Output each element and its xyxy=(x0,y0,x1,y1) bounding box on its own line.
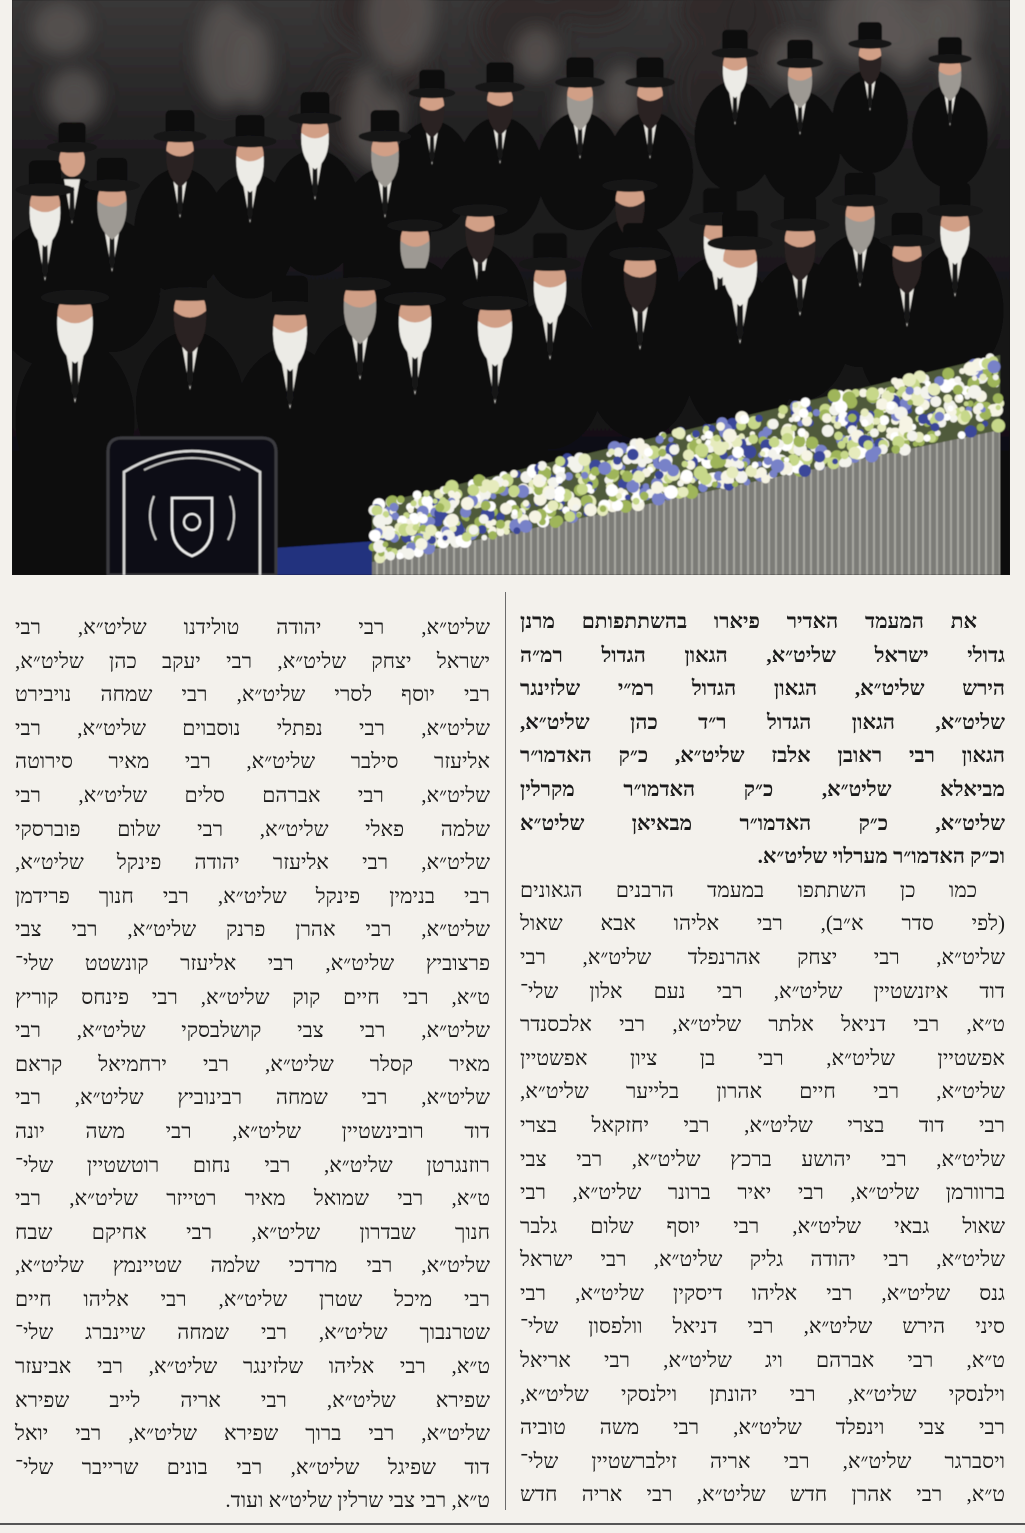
article-line: רבי צבי וינפלד שליט״א, רבי משה טוביה xyxy=(520,1415,1005,1440)
article-line: (לפי סדר א״ב), רבי אליהו אבא שאול xyxy=(520,911,1005,936)
article-paragraph xyxy=(520,874,1005,1512)
article-line: רבי יוסף לסרי שליט״א, רבי שמחה נויבירט xyxy=(15,682,490,707)
article-line: ט״א, רבי שמואל מאיר רטייזר שליט״א, רבי xyxy=(15,1186,490,1211)
article-line: חנוך שבדרון שליט״א, רבי אחיקם שבח xyxy=(15,1219,490,1244)
article-line: את המעמד האדיר פיארו בהשתתפותם מרנן xyxy=(520,609,977,633)
page-bottom-rule xyxy=(0,1523,1025,1525)
article-line: סיני הירש שליט״א, רבי דניאל וולפסון שלי־ xyxy=(520,1314,1005,1339)
article-column-right xyxy=(520,605,1005,1512)
article-line: ישראל יצחק שליט״א, רבי יעקב כהן שליט״א, xyxy=(15,648,490,673)
article-line: ויסברגר שליט״א, רבי אריה זילברשטיין שלי־ xyxy=(520,1448,1005,1473)
article-paragraph xyxy=(15,611,490,1518)
photo-scene xyxy=(12,0,1010,575)
article-line: ט״א, רבי אהרן חדש שליט״א, רבי אריה חדש xyxy=(520,1482,1005,1507)
article-line: רבי מיכל שטרן שליט״א, רבי אליהו חיים xyxy=(15,1286,490,1311)
article-paragraph xyxy=(520,605,1005,874)
article-line: פרצוביץ שליט״א, רבי אליעזר קונשטט שלי־ xyxy=(15,950,490,975)
article-line: שליט״א, רבי אברהם סלים שליט״א, רבי xyxy=(15,782,490,807)
article-line: דוד איזנשטיין שליט״א, רבי נעם אלון שלי־ xyxy=(520,978,1005,1003)
article-line: גנס שליט״א, רבי אליהו דיסקין שליט״א, רבי xyxy=(520,1280,1005,1305)
column-divider xyxy=(505,592,506,1510)
article-line: רבי בנימין פינקל שליט״א, רבי חנוך פרידמן xyxy=(15,883,490,908)
article-line: רוזנגרטן שליט״א, רבי נחום רוטשטיין שלי־ xyxy=(15,1152,490,1177)
article-line: ט״א, רבי חיים קוק שליט״א, רבי פינחס קוריץ xyxy=(15,984,490,1009)
article-line: הגאון רבי ראובן אלבז שליט״א, כ״ק האדמו״ר xyxy=(520,743,1005,768)
article-line: שלמה פאלי שליט״א, רבי שלום פוברסקי xyxy=(15,816,490,841)
article-line: ט״א, רבי דניאל אלתר שליט״א, רבי אלכסנדר xyxy=(520,1012,1005,1037)
article-column-left xyxy=(15,611,490,1518)
article-line: שליט״א, רבי אליעזר יהודה פינקל שליט״א, xyxy=(15,850,490,875)
article-line: שפירא שליט״א, רבי אריה לייב שפירא xyxy=(15,1387,490,1412)
article-line: ברוורמן שליט״א, רבי יאיר ברונר שליט״א, רבי xyxy=(520,1180,1005,1205)
article-line: ט״א, רבי אליהו שלזינגר שליט״א, רבי אביעזר xyxy=(15,1354,490,1379)
article-line: כמו כן השתתפו במעמד הרבנים הגאונים xyxy=(520,877,977,902)
article-line: אפשטיין שליט״א, רבי בן ציון אפשטיין xyxy=(520,1045,1005,1070)
article-line: הירש שליט״א, הגאון הגדול רמ״י שלזינגר xyxy=(520,676,1005,701)
article-line: שליט״א, הגאון הגדול ר״ד כהן שליט״א, xyxy=(520,709,1005,734)
article-line: ט״א, רבי אברהם ויג שליט״א, רבי אריאל xyxy=(520,1348,1005,1373)
article-line: מאיר קסלר שליט״א, רבי ירחמיאל קראם xyxy=(15,1051,490,1076)
article-line: שליט״א, רבי מרדכי שלמה שטיינמץ שליט״א, xyxy=(15,1253,490,1278)
article-line: שליט״א, רבי שמחה רבינוביץ שליט״א, רבי xyxy=(15,1085,490,1110)
article-line: שליט״א, רבי יהושע ברכץ שליט״א, רבי צבי xyxy=(520,1146,1005,1171)
article-line: וילנסקי שליט״א, רבי יהונתן וילנסקי שליט״א, xyxy=(520,1381,1005,1406)
article-line: ט״א, רבי צבי שרלין שליט״א ועוד. xyxy=(225,1488,490,1513)
article-line: וכ״ק האדמו״ר מערלוי שליט״א. xyxy=(757,844,1005,869)
podium xyxy=(108,438,276,575)
article-line: רבי דוד בצרי שליט״א, רבי יחזקאל בצרי xyxy=(520,1112,1005,1137)
article-line: שליט״א, רבי חיים אהרון בלייער שליט״א, xyxy=(520,1079,1005,1104)
article-line: שליט״א, כ״ק האדמו״ר מבאיאן שליט״א xyxy=(520,810,1005,835)
article-line: שליט״א, רבי צבי קושלבסקי שליט״א, רבי xyxy=(15,1018,490,1043)
article-line: דוד שפיגל שליט״א, רבי בונים שרייבר שלי־ xyxy=(15,1454,490,1479)
article-line: שטרנבוך שליט״א, רבי שמחה שיינברג שלי־ xyxy=(15,1320,490,1345)
article-line: דוד רובינשטיין שליט״א, רבי משה יונה xyxy=(15,1118,490,1143)
article-line: שליט״א, רבי יהודה גליק שליט״א, רבי ישראל xyxy=(520,1247,1005,1272)
article-line: מביאלא שליט״א, כ״ק האדמו״ר מקרלין xyxy=(520,776,1005,801)
article-line: גדולי ישראל שליט״א, הגאון הגדול רמ״ה xyxy=(520,642,1005,667)
event-photo-scene xyxy=(12,0,1010,575)
event-photo xyxy=(12,0,1010,575)
article-line: אליעזר סילבר שליט״א, רבי מאיר סירוטה xyxy=(15,749,490,774)
article-line: שליט״א, רבי יצחק אהרנפלד שליט״א, רבי xyxy=(520,944,1005,969)
article-line: שליט״א, רבי נפתלי נוסבוים שליט״א, רבי xyxy=(15,715,490,740)
article-line: שליט״א, רבי אהרן פרנק שליט״א, רבי צבי xyxy=(15,917,490,942)
article-line: שליט״א, רבי יהודה טולידנו שליט״א, רבי xyxy=(15,615,490,639)
article-line: שאול גבאי שליט״א, רבי יוסף שלום גלבר xyxy=(520,1213,1005,1238)
article-line: שליט״א, רבי ברוך שפירא שליט״א, רבי יואל xyxy=(15,1421,490,1446)
